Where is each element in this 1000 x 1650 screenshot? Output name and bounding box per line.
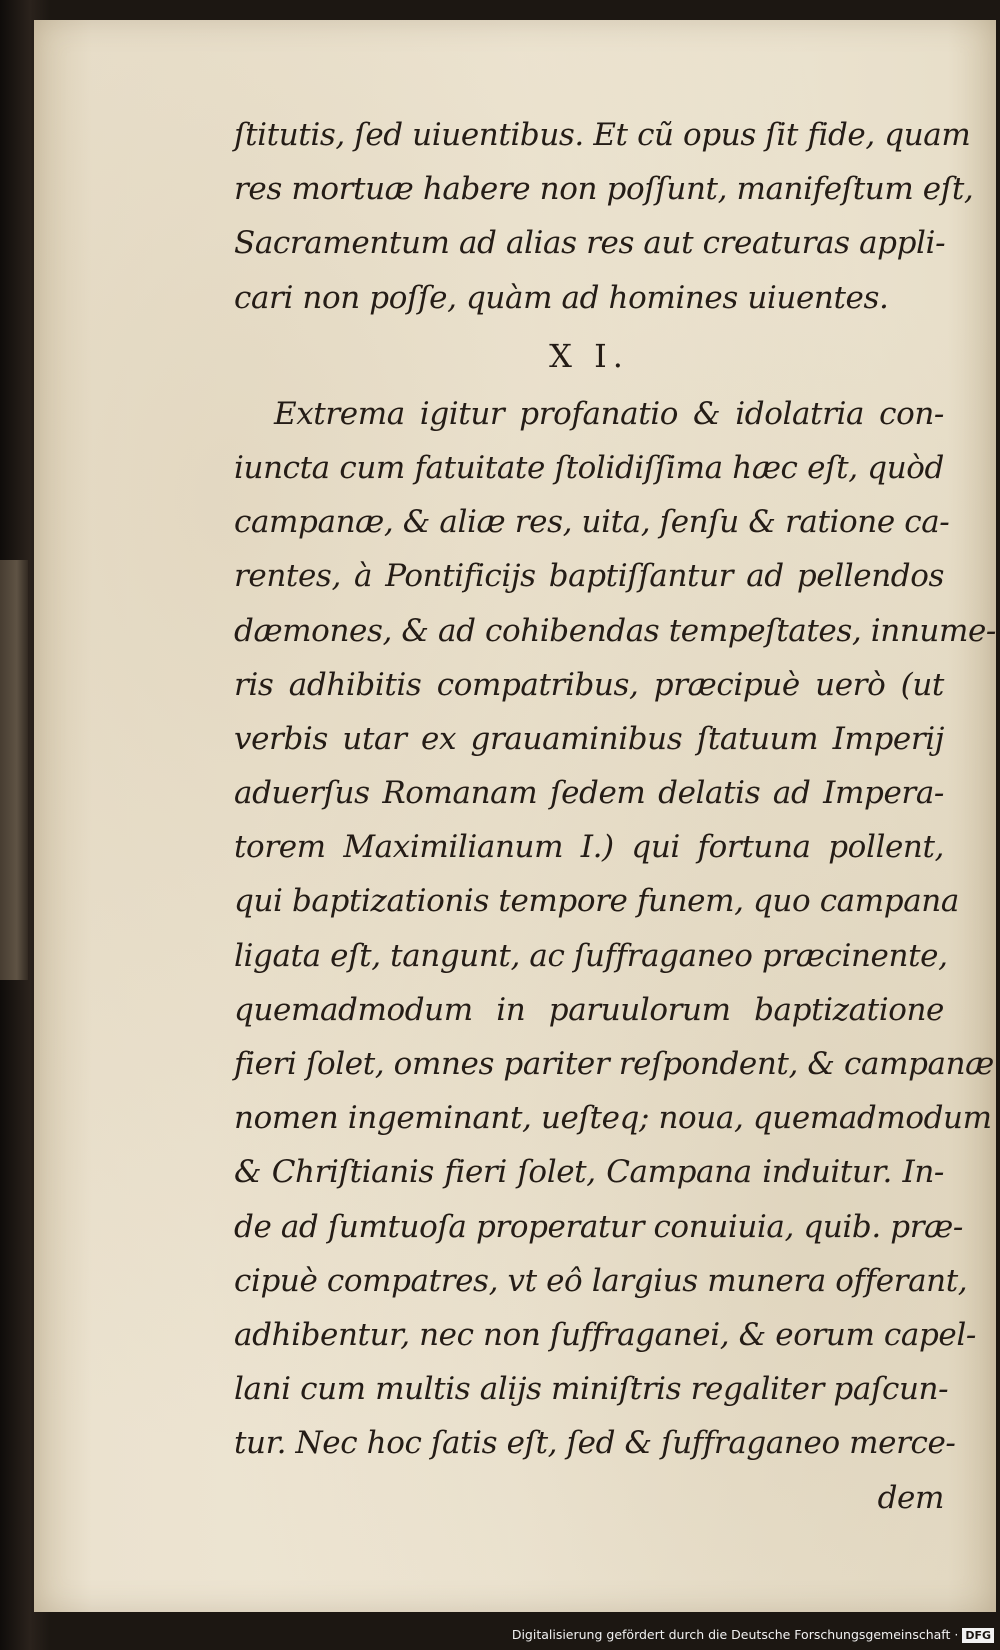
text-line: verbis utar ex grauaminibus ſtatuum Imperij xyxy=(234,720,944,757)
adjacent-page-edge xyxy=(0,560,28,980)
text-line: Extrema igitur profanatio & idolatria con- xyxy=(274,395,944,432)
text-line: dæmones, & ad cohibendas tempeſtates, innume- xyxy=(234,612,996,649)
text-line: fieri ſolet, omnes pariter reſpondent, & campanæ xyxy=(234,1046,994,1082)
text-line: nomen ingeminant, ueſteq; noua, quemadmodum xyxy=(234,1100,992,1137)
text-line: ris adhibitis compatribus, præcipuè uerò (ut xyxy=(234,666,944,703)
text-line: lani cum multis alijs miniſtris regaliter paſcun- xyxy=(234,1371,949,1408)
digitization-credit xyxy=(512,1624,994,1646)
text-line: ligata eſt, tangunt, ac ſuffraganeo præcinente, xyxy=(234,937,948,974)
text-line: cipuè compatres, vt eô largius munera offerant, xyxy=(234,1262,968,1299)
text-line: iuncta cum fatuitate ſtolidiſſima hæc eſt, quòd xyxy=(234,449,944,486)
text-line: tur. Nec hoc ſatis eſt, ſed & ſuffraganeo merce- xyxy=(234,1425,956,1462)
text-line: adhibentur, nec non ſuffraganei, & eorum capel- xyxy=(234,1316,976,1353)
text-line: de ad ſumtuoſa properatur conuiuia, quib. præ- xyxy=(234,1208,963,1245)
text-line: campanæ, & aliæ res, uita, ſenſu & ratione ca- xyxy=(234,504,950,541)
text-line: Sacramentum ad alias res aut creaturas appli- xyxy=(234,225,946,262)
credit-text: Digitalisierung gefördert durch die Deutsche Forschungsgemeinschaft · xyxy=(511,1627,959,1642)
text-line: rentes, à Pontificijs baptiſſantur ad pellendos xyxy=(234,558,944,595)
page-text xyxy=(234,108,996,1525)
section-heading: X I. xyxy=(549,336,629,375)
text-line: torem Maximilianum I.) qui fortuna pollent, xyxy=(234,829,944,866)
book-page xyxy=(34,20,996,1612)
text-line: cari non poſſe, quàm ad homines uiuentes. xyxy=(234,279,889,316)
text-line: ſtitutis, ſed uiuentibus. Et cũ opus ſit fide, quam xyxy=(234,117,971,153)
text-line: quemadmodum in paruulorum baptizatione xyxy=(234,991,944,1028)
text-line: & Chriſtianis fieri ſolet, Campana induitur. In- xyxy=(234,1154,944,1191)
text-line: qui baptizationis tempore funem, quo campana xyxy=(234,883,959,920)
dfg-logo: DFG xyxy=(962,1628,994,1643)
catchword: dem xyxy=(877,1479,944,1516)
text-line: res mortuæ habere non poſſunt, manifeſtum eſt, xyxy=(234,171,974,208)
text-line: aduerſus Romanam ſedem delatis ad Impera- xyxy=(234,775,944,812)
